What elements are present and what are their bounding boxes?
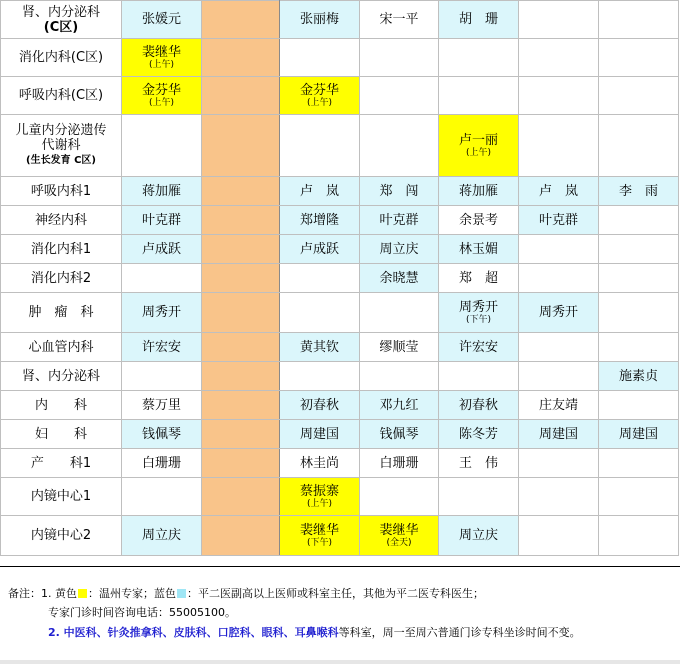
separator-column — [202, 39, 280, 77]
schedule-body — [1, 1, 679, 556]
doctor-cell — [439, 115, 519, 177]
department-cell — [1, 478, 122, 516]
department-cell — [1, 115, 122, 177]
doctor-name: 郑 闯 — [379, 183, 419, 199]
doctor-cell — [599, 177, 679, 206]
doctor-cell — [599, 391, 679, 420]
doctor-cell — [280, 449, 360, 478]
doctor-cell — [519, 177, 599, 206]
doctor-name: 余晓慧 — [379, 270, 419, 286]
doctor-name: 宋一平 — [379, 12, 419, 27]
doctor-cell — [439, 206, 519, 235]
doctor-name: 许宏安 — [458, 339, 498, 355]
schedule-row — [1, 177, 679, 206]
doctor-cell — [519, 77, 599, 115]
doctor-name: 余景考 — [458, 212, 498, 228]
doctor-name: 蒋加雁 — [458, 183, 498, 199]
doctor-cell — [360, 293, 439, 333]
doctor-cell — [439, 478, 519, 516]
doctor-name: 钱佩琴 — [379, 426, 419, 442]
schedule-row — [1, 77, 679, 115]
doctor-name: 叶克群 — [379, 212, 419, 228]
doctor-name: 钱佩琴 — [141, 426, 181, 442]
doctor-cell — [599, 362, 679, 391]
doctor-cell — [519, 333, 599, 362]
department-name: 肾、内分泌科 — [21, 4, 100, 20]
doctor-name: 卢 岚 — [538, 183, 578, 199]
doctor-cell — [280, 235, 360, 264]
doctor-name: 庄友靖 — [538, 397, 578, 413]
doctor-cell — [439, 77, 519, 115]
doctor-name: 初春秋 — [299, 397, 339, 413]
doctor-name: 金芬华 — [141, 82, 181, 98]
doctor-cell — [439, 177, 519, 206]
doctor-cell — [360, 449, 439, 478]
department-name: 代谢科 — [41, 138, 81, 153]
doctor-cell — [280, 516, 360, 556]
doctor-name: 蔡万里 — [141, 397, 181, 413]
bottom-edge — [0, 660, 680, 664]
doctor-cell — [599, 478, 679, 516]
doctor-cell — [280, 391, 360, 420]
doctor-name: 林玉媚 — [458, 241, 498, 257]
department-cell — [1, 420, 122, 449]
doctor-cell — [519, 391, 599, 420]
department-name: 产 科1 — [30, 455, 92, 471]
doctor-name: 周秀开 — [538, 305, 578, 320]
department-cell — [1, 333, 122, 362]
doctor-name: 周建国 — [618, 426, 658, 442]
doctor-cell — [122, 235, 202, 264]
doctor-cell — [439, 391, 519, 420]
session-time: (下午) — [465, 314, 492, 325]
doctor-name: 胡 珊 — [458, 12, 498, 27]
doctor-name: 卢成跃 — [299, 241, 339, 257]
doctor-cell — [439, 1, 519, 39]
doctor-cell — [439, 264, 519, 293]
department-cell — [1, 449, 122, 478]
doctor-cell — [599, 206, 679, 235]
doctor-name: 王 伟 — [458, 455, 498, 471]
department-name: 儿童内分泌遗传 — [15, 123, 107, 138]
doctor-cell — [599, 39, 679, 77]
separator-column — [202, 177, 280, 206]
doctor-name: 张媛元 — [141, 12, 181, 27]
separator-column — [202, 206, 280, 235]
doctor-cell — [599, 293, 679, 333]
session-time: (上午) — [148, 97, 175, 108]
separator-column — [202, 77, 280, 115]
doctor-name: 陈冬芳 — [458, 426, 498, 442]
schedule-row — [1, 1, 679, 39]
doctor-name: 周秀开 — [141, 305, 181, 320]
department-name: 呼吸内科(C区) — [18, 88, 104, 103]
schedule-row — [1, 478, 679, 516]
doctor-name: 蒋加雁 — [141, 183, 181, 199]
department-name: 肿 瘤 科 — [28, 305, 94, 320]
doctor-name: 周建国 — [538, 426, 578, 442]
doctor-cell — [360, 235, 439, 264]
department-cell — [1, 264, 122, 293]
doctor-cell — [439, 516, 519, 556]
doctor-name: 缪顺莹 — [379, 339, 419, 355]
doctor-cell — [599, 420, 679, 449]
schedule-row — [1, 516, 679, 556]
doctor-name: 周秀开 — [458, 299, 498, 315]
doctor-cell — [519, 293, 599, 333]
department-name: 内 科 — [34, 397, 87, 413]
department-cell — [1, 362, 122, 391]
note-line-1: 备注：1. 黄色 ：温州专家；蓝色 ：平二医副高以上医师或科室主任，其他为平二医专科医生； — [8, 587, 484, 600]
doctor-name: 白珊珊 — [379, 455, 419, 471]
department-cell — [1, 391, 122, 420]
doctor-cell — [519, 478, 599, 516]
department-name: 神经内科 — [34, 212, 87, 228]
department-name: 呼吸内科1 — [30, 183, 92, 199]
doctor-name: 郑增隆 — [299, 212, 339, 228]
schedule-row — [1, 206, 679, 235]
doctor-cell — [360, 362, 439, 391]
doctor-cell — [280, 39, 360, 77]
doctor-cell — [599, 1, 679, 39]
department-name: (生长发育 C区) — [26, 155, 96, 166]
doctor-name: 叶克群 — [538, 212, 578, 228]
doctor-cell — [439, 235, 519, 264]
separator-column — [202, 235, 280, 264]
doctor-cell — [360, 478, 439, 516]
separator-column — [202, 420, 280, 449]
doctor-cell — [280, 362, 360, 391]
doctor-cell — [360, 115, 439, 177]
doctor-cell — [519, 115, 599, 177]
doctor-cell — [280, 333, 360, 362]
doctor-cell — [280, 264, 360, 293]
session-time: (上午) — [306, 97, 333, 108]
doctor-name: 黄其钦 — [299, 339, 339, 355]
separator-column — [202, 449, 280, 478]
note-line-2: 专家门诊时间咨询电话：55005100。 — [48, 606, 236, 619]
doctor-name: 张丽梅 — [299, 12, 339, 27]
doctor-cell — [122, 362, 202, 391]
separator-column — [202, 115, 280, 177]
department-name: 肾、内分泌科 — [21, 368, 100, 384]
session-time: (全天) — [386, 537, 412, 548]
doctor-cell — [122, 449, 202, 478]
doctor-cell — [599, 333, 679, 362]
notes-section — [0, 566, 680, 665]
department-name: (C区) — [43, 19, 79, 35]
clinic-departments: 中医科、针灸推拿科、皮肤科、口腔科、眼科、耳鼻喉科 — [63, 626, 339, 639]
department-name: 妇 科 — [34, 426, 87, 442]
doctor-name: 卢成跃 — [141, 241, 181, 257]
doctor-cell — [122, 39, 202, 77]
doctor-name: 初春秋 — [458, 397, 498, 413]
blue-swatch — [177, 589, 186, 598]
doctor-cell — [360, 177, 439, 206]
schedule-row — [1, 293, 679, 333]
doctor-cell — [599, 115, 679, 177]
doctor-cell — [280, 478, 360, 516]
doctor-cell — [280, 1, 360, 39]
doctor-name: 林圭尚 — [299, 455, 339, 471]
department-name: 内镜中心1 — [30, 489, 92, 504]
doctor-cell — [519, 1, 599, 39]
doctor-cell — [280, 420, 360, 449]
doctor-cell — [439, 449, 519, 478]
doctor-cell — [122, 420, 202, 449]
separator-column — [202, 264, 280, 293]
department-cell — [1, 177, 122, 206]
yellow-swatch — [78, 589, 87, 598]
doctor-name: 施素贞 — [618, 368, 658, 384]
doctor-name: 卢一丽 — [458, 132, 498, 148]
schedule-row — [1, 264, 679, 293]
doctor-cell — [280, 115, 360, 177]
doctor-cell — [519, 516, 599, 556]
doctor-name: 卢 岚 — [299, 183, 339, 199]
doctor-cell — [599, 77, 679, 115]
doctor-cell — [122, 206, 202, 235]
department-cell — [1, 39, 122, 77]
doctor-cell — [519, 449, 599, 478]
department-name: 消化内科2 — [30, 270, 92, 286]
doctor-name: 邓九红 — [379, 397, 419, 413]
doctor-cell — [360, 420, 439, 449]
doctor-cell — [360, 39, 439, 77]
doctor-cell — [122, 1, 202, 39]
doctor-cell — [599, 235, 679, 264]
schedule-row — [1, 420, 679, 449]
doctor-cell — [519, 39, 599, 77]
session-time: (上午) — [306, 498, 333, 509]
department-name: 内镜中心2 — [30, 528, 92, 543]
doctor-cell — [519, 420, 599, 449]
doctor-name: 金芬华 — [299, 82, 339, 98]
doctor-cell — [519, 362, 599, 391]
session-time: (下午) — [306, 537, 333, 548]
doctor-cell — [439, 362, 519, 391]
doctor-cell — [360, 333, 439, 362]
department-cell — [1, 206, 122, 235]
schedule-row — [1, 235, 679, 264]
doctor-cell — [360, 391, 439, 420]
separator-column — [202, 478, 280, 516]
doctor-cell — [122, 177, 202, 206]
doctor-cell — [599, 449, 679, 478]
doctor-cell — [439, 39, 519, 77]
separator-column — [202, 333, 280, 362]
doctor-cell — [439, 333, 519, 362]
doctor-name: 裴继华 — [299, 522, 339, 538]
doctor-cell — [360, 77, 439, 115]
doctor-name: 周立庆 — [141, 528, 181, 543]
doctor-cell — [122, 333, 202, 362]
separator-column — [202, 516, 280, 556]
doctor-name: 李 雨 — [618, 183, 658, 199]
doctor-cell — [519, 235, 599, 264]
doctor-cell — [122, 293, 202, 333]
doctor-name: 裴继华 — [141, 44, 181, 60]
session-time: (上午) — [465, 147, 492, 158]
schedule-row — [1, 391, 679, 420]
doctor-name: 许宏安 — [141, 339, 181, 355]
schedule-row — [1, 333, 679, 362]
doctor-cell — [439, 420, 519, 449]
separator-column — [202, 1, 280, 39]
separator-column — [202, 391, 280, 420]
schedule-row — [1, 39, 679, 77]
department-cell — [1, 77, 122, 115]
doctor-name: 蔡振寨 — [299, 483, 339, 499]
note-line-3: 2. 中医科、针灸推拿科、皮肤科、口腔科、眼科、耳鼻喉科等科室，周一至周六普通门诊专科坐诊时间不变。 — [48, 626, 581, 639]
doctor-name: 叶克群 — [141, 212, 181, 228]
doctor-cell — [122, 478, 202, 516]
department-name: 心血管内科 — [28, 339, 94, 355]
doctor-cell — [599, 264, 679, 293]
doctor-cell — [519, 206, 599, 235]
doctor-cell — [519, 264, 599, 293]
doctor-cell — [599, 516, 679, 556]
doctor-cell — [280, 177, 360, 206]
department-cell — [1, 293, 122, 333]
doctor-cell — [122, 264, 202, 293]
doctor-name: 周建国 — [299, 426, 339, 442]
department-cell — [1, 516, 122, 556]
doctor-name: 郑 超 — [458, 270, 498, 286]
doctor-cell — [122, 115, 202, 177]
doctor-cell — [280, 206, 360, 235]
separator-column — [202, 293, 280, 333]
doctor-name: 周立庆 — [379, 241, 419, 257]
doctor-cell — [122, 391, 202, 420]
doctor-name: 白珊珊 — [141, 455, 181, 471]
separator-column — [202, 362, 280, 391]
doctor-cell — [360, 264, 439, 293]
department-cell — [1, 1, 122, 39]
department-name: 消化内科(C区) — [18, 50, 104, 65]
doctor-cell — [439, 293, 519, 333]
doctor-cell — [122, 77, 202, 115]
schedule-row — [1, 362, 679, 391]
department-cell — [1, 235, 122, 264]
doctor-cell — [280, 293, 360, 333]
doctor-cell — [280, 77, 360, 115]
doctor-cell — [360, 516, 439, 556]
doctor-name: 周立庆 — [458, 528, 498, 543]
doctor-cell — [122, 516, 202, 556]
session-time: (上午) — [148, 59, 175, 70]
doctor-name: 裴继华 — [379, 522, 419, 538]
department-name: 消化内科1 — [30, 241, 92, 257]
schedule-row — [1, 115, 679, 177]
doctor-cell — [360, 206, 439, 235]
schedule-row — [1, 449, 679, 478]
doctor-cell — [360, 1, 439, 39]
